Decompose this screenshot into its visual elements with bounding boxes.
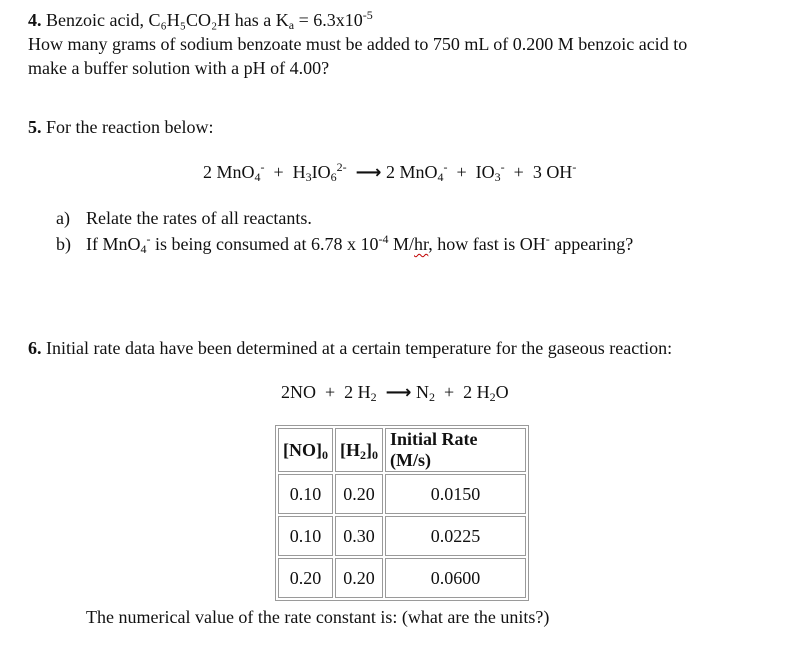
- ka-subscript: a: [288, 18, 295, 32]
- eq6-h2o-tail: O: [495, 382, 509, 402]
- table-row: [278, 474, 526, 514]
- reaction-arrow-icon: ⟶: [355, 162, 382, 183]
- eq5-io-sub: 6: [330, 170, 337, 184]
- table-row: [278, 558, 526, 598]
- eq5-mno4-charge: -: [260, 160, 265, 174]
- eq6-plus-1: +: [325, 382, 336, 402]
- eq5-plus-1: +: [273, 162, 284, 182]
- eq6-n2-sub: 2: [428, 390, 435, 404]
- cell-rate: 0.0225: [385, 516, 526, 556]
- part-b-mno4-sub: 4: [140, 242, 147, 256]
- eq6-2no: 2NO: [281, 382, 316, 402]
- eq6-n2: N: [415, 382, 429, 402]
- question-5-intro: [28, 117, 213, 138]
- question-4-line-3: make a buffer solution with a pH of 4.00?: [28, 58, 330, 78]
- table-row: [278, 516, 526, 556]
- eq5-io3-charge: -: [500, 160, 505, 174]
- eq5-mno4-sub: 4: [254, 170, 261, 184]
- part-b-text-4: , how fast is OH: [428, 234, 546, 254]
- question-6-number: 6.: [28, 338, 42, 358]
- eq5-io: IO: [311, 162, 331, 182]
- part-b-label: b): [56, 234, 71, 254]
- eq5-mno4: 2 MnO: [203, 162, 255, 182]
- cell-h2: 0.30: [335, 516, 383, 556]
- part-b-text-5: appearing?: [554, 234, 634, 254]
- rate-data-table: [275, 425, 529, 601]
- eq5-product-mno4-sub: 4: [437, 170, 444, 184]
- part-b-oh-charge: -: [545, 232, 550, 246]
- part-a-label: a): [56, 208, 70, 228]
- ka-exponent: -5: [362, 8, 373, 22]
- question-5-part-a: [56, 208, 312, 229]
- table-header-row: [278, 428, 526, 472]
- question-4-title-text: Benzoic acid, C₆H₅CO₂H has a K: [46, 10, 289, 30]
- eq5-plus-3: +: [513, 162, 524, 182]
- reaction-arrow-icon: ⟶: [385, 382, 412, 403]
- question-4-line-2: How many grams of sodium benzoate must be added to 750 mL of 0.200 M benzoic acid to: [28, 34, 688, 54]
- cell-h2: 0.20: [335, 474, 383, 514]
- cell-no: 0.10: [278, 516, 333, 556]
- cell-no: 0.10: [278, 474, 333, 514]
- eq5-h3io6-charge: 2-: [336, 160, 347, 174]
- question-5-equation: [203, 162, 576, 183]
- eq6-plus-2: +: [443, 382, 455, 402]
- part-b-text-3: M/: [392, 234, 414, 254]
- eq6-h2-sub: 2: [370, 390, 377, 404]
- question-6-footer: The numerical value of the rate constant is: (what are the units?): [86, 607, 550, 627]
- cell-no: 0.20: [278, 558, 333, 598]
- question-5-number: 5.: [28, 117, 42, 137]
- part-b-text-2: is being consumed at 6.78 x 10: [155, 234, 379, 254]
- spellcheck-word-hr: hr: [414, 234, 429, 254]
- part-a-text: Relate the rates of all reactants.: [86, 208, 312, 228]
- eq5-product-mno4: 2 MnO: [385, 162, 438, 182]
- eq5-io3: IO: [475, 162, 495, 182]
- ka-value: = 6.3x10: [298, 10, 363, 30]
- part-b-mno4-charge: -: [146, 232, 151, 246]
- question-4-title: [28, 10, 373, 31]
- eq5-h-sub: 3: [305, 170, 312, 184]
- part-b-exponent: -4: [378, 232, 389, 246]
- question-6-intro: [28, 338, 672, 359]
- cell-h2: 0.20: [335, 558, 383, 598]
- eq5-io3-sub: 3: [494, 170, 501, 184]
- eq5-oh: 3 OH: [532, 162, 573, 182]
- eq5-h: H: [292, 162, 306, 182]
- header-no: $[NO]_0$: [278, 428, 333, 472]
- eq5-product-mno4-charge: -: [443, 160, 448, 174]
- question-6-intro-text: Initial rate data have been determined at a certain temperature for the gaseous reaction:: [46, 338, 673, 358]
- cell-rate: 0.0600: [385, 558, 526, 598]
- eq6-h2o: 2 H: [463, 382, 490, 402]
- question-4-number: 4.: [28, 10, 42, 30]
- cell-rate: 0.0150: [385, 474, 526, 514]
- eq6-h2: 2 H: [344, 382, 371, 402]
- question-5-intro-text: For the reaction below:: [46, 117, 214, 137]
- question-5-part-b: [56, 234, 633, 255]
- header-initial-rate: Initial Rate (M/s): [385, 428, 526, 472]
- eq5-plus-2: +: [456, 162, 467, 182]
- eq5-oh-charge: -: [572, 160, 577, 174]
- header-h2: $[H_2]_0$: [335, 428, 383, 472]
- part-b-text-1: If MnO: [86, 234, 141, 254]
- question-6-equation: [281, 382, 509, 403]
- eq6-h2o-sub: 2: [489, 390, 496, 404]
